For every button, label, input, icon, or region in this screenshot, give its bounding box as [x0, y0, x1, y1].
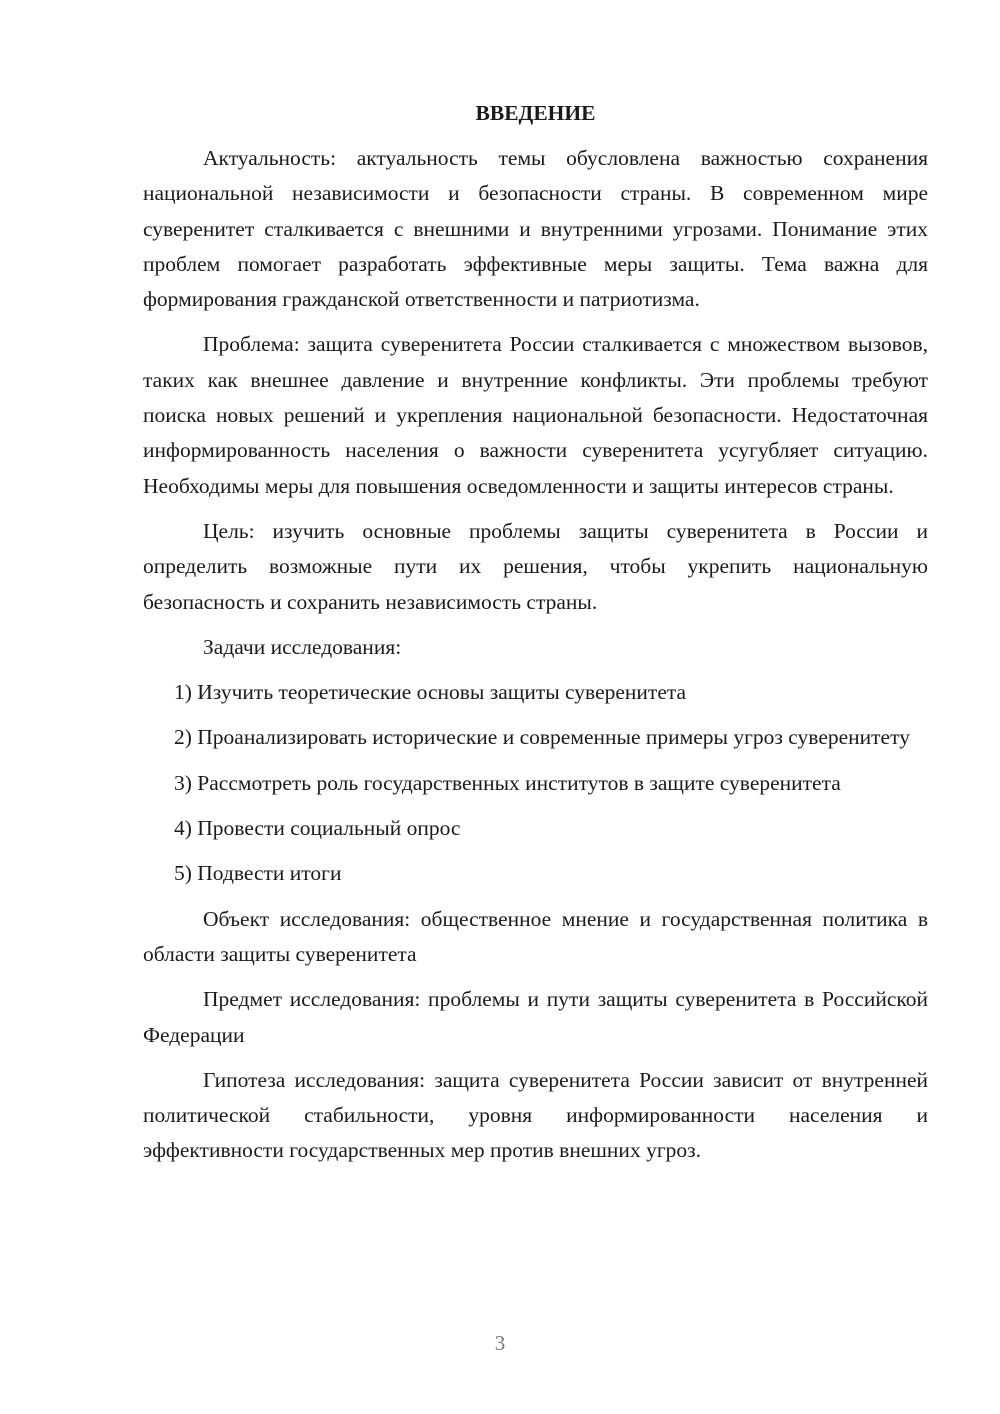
section-title: ВВЕДЕНИЕ [475, 101, 596, 125]
task-item: 3) Рассмотреть роль государственных институтов в защите суверенитета [174, 770, 841, 795]
task-item: 2) Проанализировать исторические и современные примеры угроз суверенитету [174, 725, 910, 750]
tasks-heading: Задачи исследования: [203, 634, 402, 659]
task-item: 4) Провести социальный опрос [174, 816, 461, 841]
task-item: 5) Подвести итоги [174, 861, 342, 886]
relevance-paragraph: Актуальность: актуальность темы обусловлена важностью сохранения национальной независимости и безопасности страны. В современном мире суверенитет сталкивается с внешними и внутренними угрозами. Понимание этих проблем помогает разработать эффективные меры защиты. Тема важна для формирования гражданской ответственности и патриотизма. [143, 146, 928, 312]
hypothesis-paragraph: Гипотеза исследования: защита суверенитета России зависит от внутренней политической стабильности, уровня информированности населения и эффективности государственных мер против внешних угроз. [143, 1067, 928, 1163]
problem-paragraph: Проблема: защита суверенитета России сталкивается с множеством вызовов, таких как внешнее давление и внутренние конфликты. Эти проблемы требуют поиска новых решений и укрепления национальной безопасности. Недостаточная информированность населения о важности суверенитета усугубляет ситуацию. Необходимы меры для повышения осведомленности и защиты интересов страны. [143, 332, 928, 498]
page-number: 3 [494, 1331, 506, 1355]
subject-paragraph: Предмет исследования: проблемы и пути защиты суверенитета в Российской Федерации [143, 987, 928, 1047]
page-content [143, 96, 928, 1179]
task-item: 1) Изучить теоретические основы защиты суверенитета [174, 680, 687, 705]
goal-paragraph: Цель: изучить основные проблемы защиты суверенитета в России и определить возможные пути их решения, чтобы укрепить национальную безопасность и сохранить независимость страны. [143, 518, 928, 614]
object-paragraph: Объект исследования: общественное мнение и государственная политика в области защиты суверенитета [143, 906, 928, 966]
